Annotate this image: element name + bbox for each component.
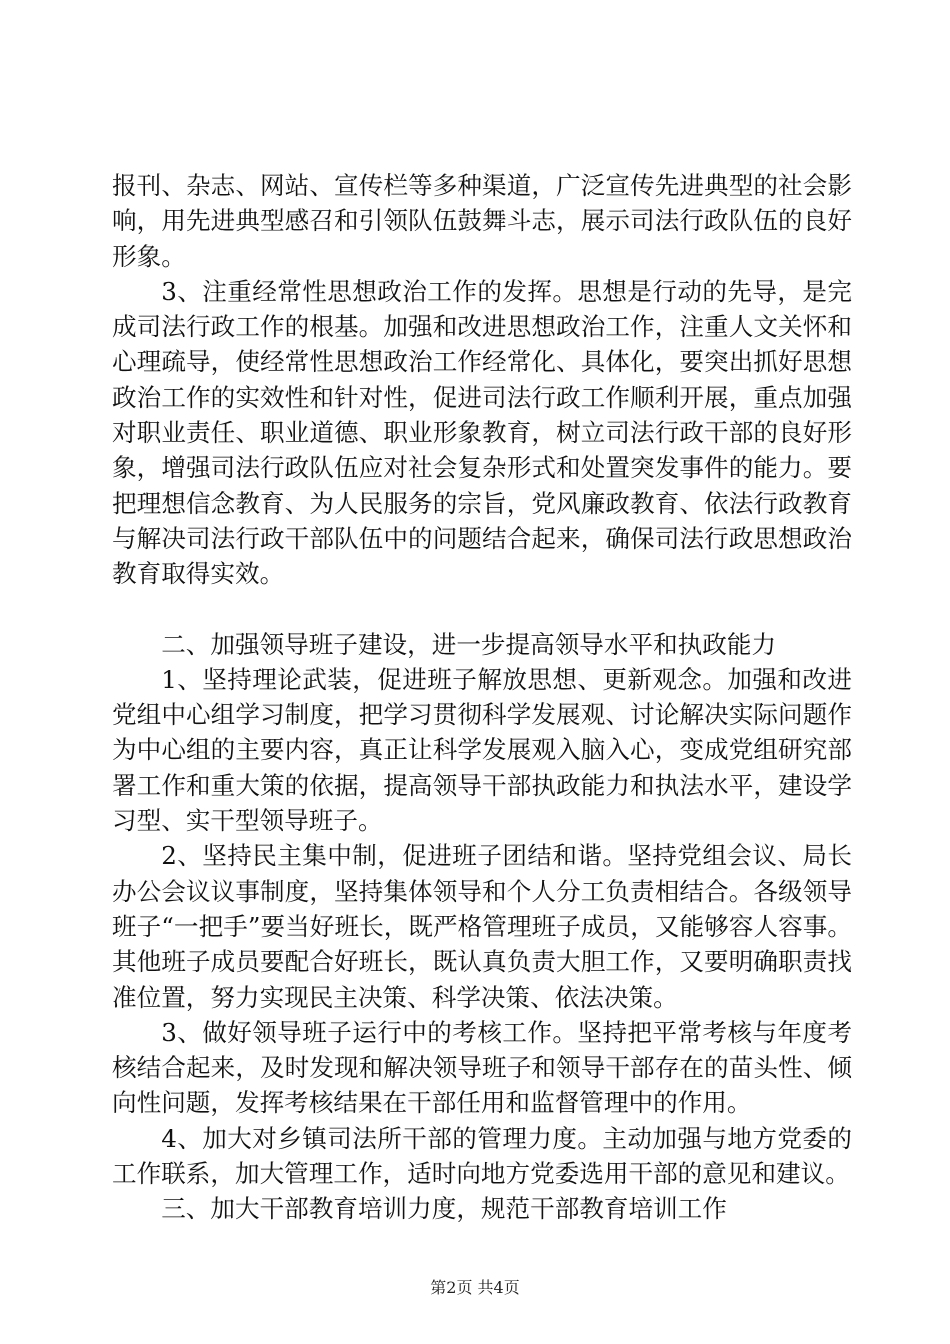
section-heading-2: 二、加强领导班子建设，进一步提高领导水平和执政能力 [161,629,777,659]
paragraph-item-3-assessment: 3、做好领导班子运行中的考核工作。坚持把平常考核与年度考核结合起来，及时发现和解决领导班子和领导干部存在的苗头性、倾向性问题，发挥考核结果在干部任用和监督管理中的作用。 [112,1017,852,1118]
document-body [112,168,852,1227]
paragraph-item-4-township: 4、加大对乡镇司法所干部的管理力度。主动加强与地方党委的工作联系，加大管理工作，适时向地方党委选用干部的意见和建议。 [112,1123,852,1189]
paragraph-item-1-theory: 1、坚持理论武装，促进班子解放思想、更新观念。加强和改进党组中心组学习制度，把学习贯彻科学发展观、讨论解决实际问题作为中心组的主要内容，真正让科学发展观入脑入心，变成党组研究部署工作和重大策的依据，提高领导干部执政能力和执法水平，建设学习型、实干型领导班子。 [112,664,852,836]
page-footer: 第2页 共4页 [430,1278,520,1297]
paragraph-item-3-ideology: 3、注重经常性思想政治工作的发挥。思想是行动的先导，是完成司法行政工作的根基。加强和改进思想政治工作，注重人文关怀和心理疏导，使经常性思想政治工作经常化、具体化，要突出抓好思想政治工作的实效性和针对性，促进司法行政工作顺利开展，重点加强对职业责任、职业道德、职业形象教育，树立司法行政干部的良好形象，增强司法行政队伍应对社会复杂形式和处置突发事件的能力。要把理想信念教育、为人民服务的宗旨，党风廉政教育、依法行政教育与解决司法行政干部队伍中的问题结合起来，确保司法行政思想政治教育取得实效。 [112,276,852,589]
paragraph-continuation: 报刊、杂志、网站、宣传栏等多种渠道，广泛宣传先进典型的社会影响，用先进典型感召和引领队伍鼓舞斗志，展示司法行政队伍的良好形象。 [112,171,852,271]
paragraph-item-2-democracy: 2、坚持民主集中制，促进班子团结和谐。坚持党组会议、局长办公会议议事制度，坚持集体领导和个人分工负责相结合。各级领导班子“一把手”要当好班长，既严格管理班子成员，又能够容人容事。其他班子成员要配合好班长，既认真负责大胆工作，又要明确职责找准位置，努力实现民主决策、科学决策、依法决策。 [112,841,852,1012]
section-heading-3: 三、加大干部教育培训力度，规范干部教育培训工作 [161,1194,727,1224]
